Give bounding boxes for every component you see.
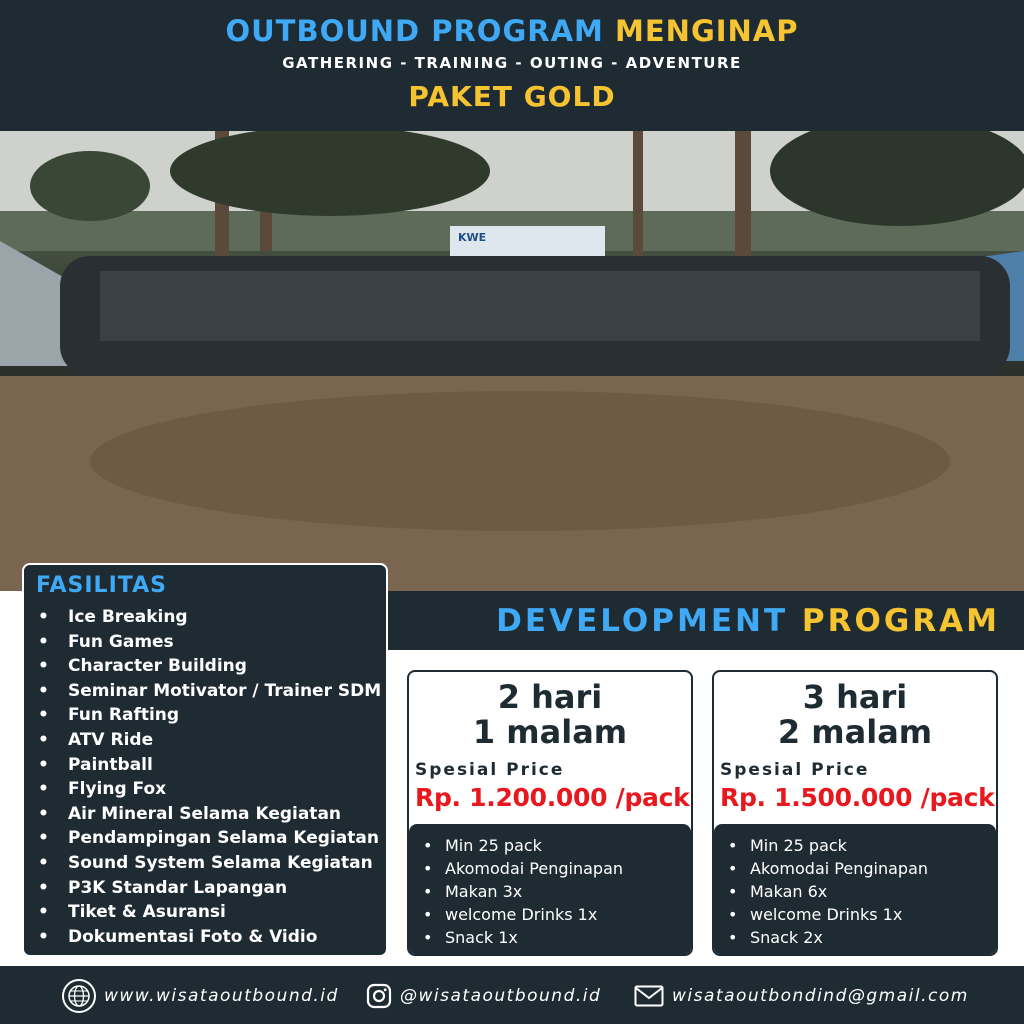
package-price: Rp. 1.200.000 /pack [415,783,690,812]
special-price-label: Spesial Price [720,760,870,780]
duration-days: 3 hari [802,678,908,716]
feature-item: • welcome Drinks 1x [423,903,623,926]
package-price: Rp. 1.500.000 /pack [720,783,995,812]
facility-item: • Seminar Motivator / Trainer SDM [38,679,381,704]
facility-item: • P3K Standar Lapangan [38,876,381,901]
development-word: DEVELOPMENT [496,603,789,639]
package-name: PAKET GOLD [408,80,616,113]
package-features-list [423,834,623,949]
feature-item: • Snack 1x [423,926,623,949]
package-duration [409,680,691,750]
feature-item: • welcome Drinks 1x [728,903,928,926]
feature-item: • Min 25 pack [423,834,623,857]
duration-nights: 2 malam [777,713,933,751]
facilities-title: FASILITAS [36,573,167,598]
package-card-3d2n [712,670,998,956]
facility-item: • Fun Rafting [38,703,381,728]
facility-item: • Fun Games [38,630,381,655]
program-word: PROGRAM [801,603,1000,639]
facilities-panel [22,563,388,957]
banner-text: KWE [458,231,487,244]
package-features-panel [714,824,996,956]
group-photo [0,131,1024,591]
subtitle: GATHERING - TRAINING - OUTING - ADVENTURE [282,54,742,72]
title-outbound-program: OUTBOUND PROGRAM [225,14,604,48]
facility-item: • Dokumentasi Foto & Vidio [38,925,381,950]
facility-item: • Flying Fox [38,777,381,802]
facility-item: • Tiket & Asuransi [38,900,381,925]
facility-item: • Pendampingan Selama Kegiatan [38,826,381,851]
development-program-title [496,603,1000,639]
group-photo-illustration [0,131,1024,591]
duration-nights: 1 malam [472,713,628,751]
website-contact[interactable] [62,982,339,1010]
package-features-panel [409,824,691,956]
package-duration [714,680,996,750]
feature-item: • Akomodai Penginapan [423,857,623,880]
globe-icon [62,979,96,1013]
package-features-list [728,834,928,949]
contact-footer [0,966,1024,1024]
title-menginap: MENGINAP [615,14,799,48]
feature-item: • Snack 2x [728,926,928,949]
facility-item: • Ice Breaking [38,605,381,630]
main-title [0,14,1024,48]
feature-item: • Min 25 pack [728,834,928,857]
header-banner [0,0,1024,131]
mail-icon [634,985,664,1007]
instagram-contact[interactable] [366,982,601,1010]
feature-item: • Makan 3x [423,880,623,903]
email-text: wisataoutbondind@gmail.com [672,986,969,1006]
development-program-band [380,591,1024,650]
website-text: www.wisataoutbound.id [104,986,339,1006]
facility-item: • Paintball [38,753,381,778]
package-card-2d1n [407,670,693,956]
feature-item: • Akomodai Penginapan [728,857,928,880]
facilities-list [38,605,381,949]
facility-item: • Air Mineral Selama Kegiatan [38,802,381,827]
feature-item: • Makan 6x [728,880,928,903]
facility-item: • ATV Ride [38,728,381,753]
special-price-label: Spesial Price [415,760,565,780]
email-contact[interactable] [634,982,969,1010]
instagram-icon [366,983,392,1009]
facility-item: • Character Building [38,654,381,679]
duration-days: 2 hari [497,678,603,716]
instagram-text: @wisataoutbound.id [400,986,602,1006]
facility-item: • Sound System Selama Kegiatan [38,851,381,876]
